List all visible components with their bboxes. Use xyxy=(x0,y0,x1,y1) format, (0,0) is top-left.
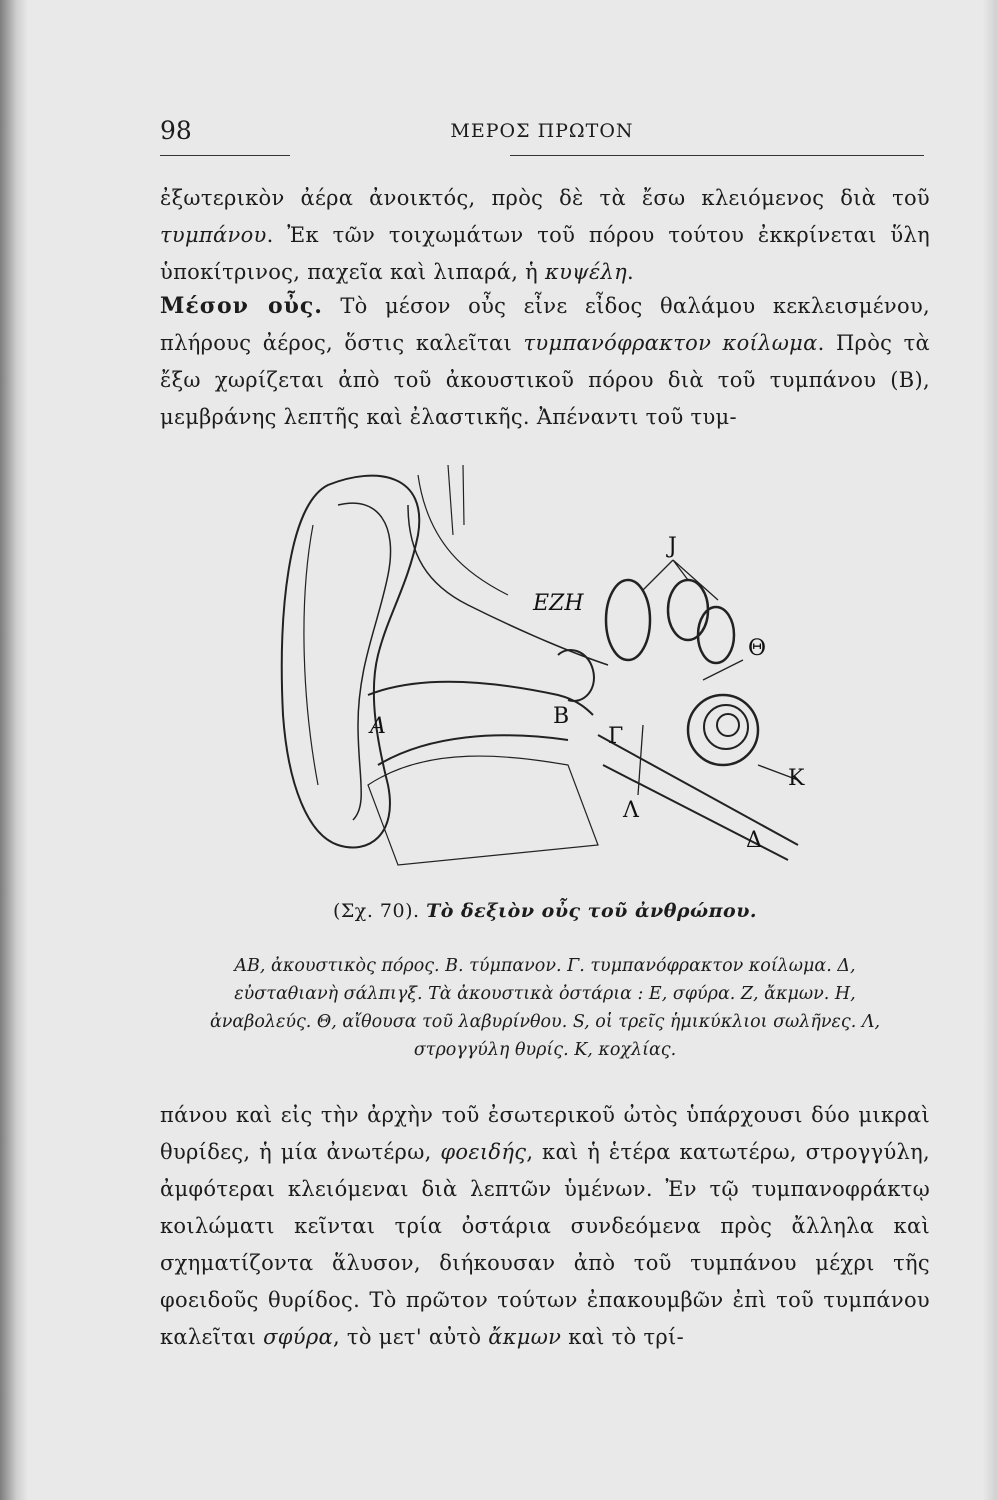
figure-label-a: Α xyxy=(370,714,386,739)
text: , τὸ μετ' αὐτὸ xyxy=(332,1325,489,1349)
text: , καὶ ἡ ἑτέρα κατωτέρω, στρογγύλη, ἀμφότεραι κλειόμεναι διὰ λεπτῶν ὑμένων. Ἐν τῷ τυμπανοφράκτῳ κοιλώματι κεῖνται τρία ὀστάρια συνδεόμενα πρὸς ἄλληλα καὶ σχηματίζοντα ἅλυσον, διήκουσαν ἀπὸ τοῦ τυμπάνου μέχρι τῆς φοειδοῦς θυρίδος. Τὸ πρῶτον τούτων ἐπακουμβῶν ἐπὶ τοῦ τυμπάνου καλεῖται xyxy=(160,1140,930,1349)
figure-caption xyxy=(160,900,930,922)
text: . Ἐκ τῶν τοιχωμάτων τοῦ πόρου τούτου ἐκκρίνεται ὕλη ὑποκίτρινος, παχεῖα καὶ λιπαρά, ἡ xyxy=(160,223,930,284)
section-heading: Μέσον οὖς. xyxy=(160,293,323,319)
figure-number: (Σχ. 70). xyxy=(332,900,420,922)
figure-label-theta: Θ xyxy=(748,636,767,661)
figure-legend: ΑΒ, ἀκουστικὸς πόρος. Β. τύμπανον. Γ. τυμπανόφρακτον κοίλωμα. Δ, εὐσταθιανὴ σάλπιγξ. Τὰ ἀκουστικὰ ὀστάρια : Ε, σφύρα. Ζ, ἄκμων. Η, ἀναβολεύς. Θ, αἴθουσα τοῦ λαβυρίνθου. S, οἱ τρεῖς ἡμικύκλιοι σωλῆνες. Λ, στρογγύλη θυρίς. Κ, κοχλίας. xyxy=(209,956,881,1060)
text: ἐξωτερικὸν ἀέρα ἀνοικτός, πρὸς δὲ τὰ ἔσω κλειόμενος διὰ τοῦ xyxy=(160,186,930,210)
page-number: 98 xyxy=(160,116,192,145)
paragraph-outer-ear-end xyxy=(160,180,930,291)
figure-label-g: Γ xyxy=(608,724,624,749)
figure-label-k: Κ xyxy=(788,766,805,791)
page-header xyxy=(160,116,924,146)
running-head: ΜΕΡΟΣ ΠΡΩΤΟΝ xyxy=(450,120,634,142)
term-incus: ἄκμων xyxy=(488,1325,562,1349)
header-rule-left xyxy=(160,155,290,156)
text: . Πρὸς τὰ ἔξω χωρίζεται ἀπὸ τοῦ ἀκουστικοῦ πόρου διὰ τοῦ τυμπάνου (Β), μεμβράνης λεπτῆς καὶ ἐλαστικῆς. Ἀπέναντι τοῦ τυμ- xyxy=(160,331,931,429)
paragraph-middle-ear xyxy=(160,288,930,436)
text: Τὸ μέσον οὖς εἶνε εἶδος θαλάμου κεκλεισμένου, πλήρους ἀέρος, ὅστις καλεῖται xyxy=(160,294,930,355)
term-oval-window: φοειδής xyxy=(440,1140,527,1164)
ear-anatomy-figure xyxy=(268,465,828,875)
term-tympanic-cavity: τυμπανόφρακτον κοίλωμα xyxy=(523,331,818,355)
paragraph-ossicles xyxy=(160,1097,930,1356)
text: πάνου καὶ εἰς τὴν ἀρχὴν τοῦ ἐσωτερικοῦ ὠτὸς ὑπάρχουσι δύο μικραὶ θυρίδες, ἡ μία ἀνωτέρω, xyxy=(160,1103,930,1164)
header-rule-right xyxy=(510,155,924,156)
term-tympanum: τυμπάνου xyxy=(160,223,267,247)
page-binding-shadow xyxy=(0,0,28,1500)
term-cerumen: κυψέλη xyxy=(545,260,628,284)
text: καὶ τὸ τρί- xyxy=(561,1325,684,1349)
auricle-outline xyxy=(282,476,419,848)
figure-label-j: J xyxy=(668,534,677,559)
figure-title: Τὸ δεξιὸν οὖς τοῦ ἀνθρώπου. xyxy=(426,900,758,922)
term-malleus: σφύρα xyxy=(263,1325,333,1349)
figure-label-l: Λ xyxy=(623,798,639,823)
figure-label-b: Β xyxy=(553,704,570,729)
page-edge xyxy=(983,0,997,1500)
figure-label-ezh: ΕΖΗ xyxy=(533,591,584,616)
text: . xyxy=(627,260,634,284)
figure-label-d: Δ xyxy=(746,828,762,853)
